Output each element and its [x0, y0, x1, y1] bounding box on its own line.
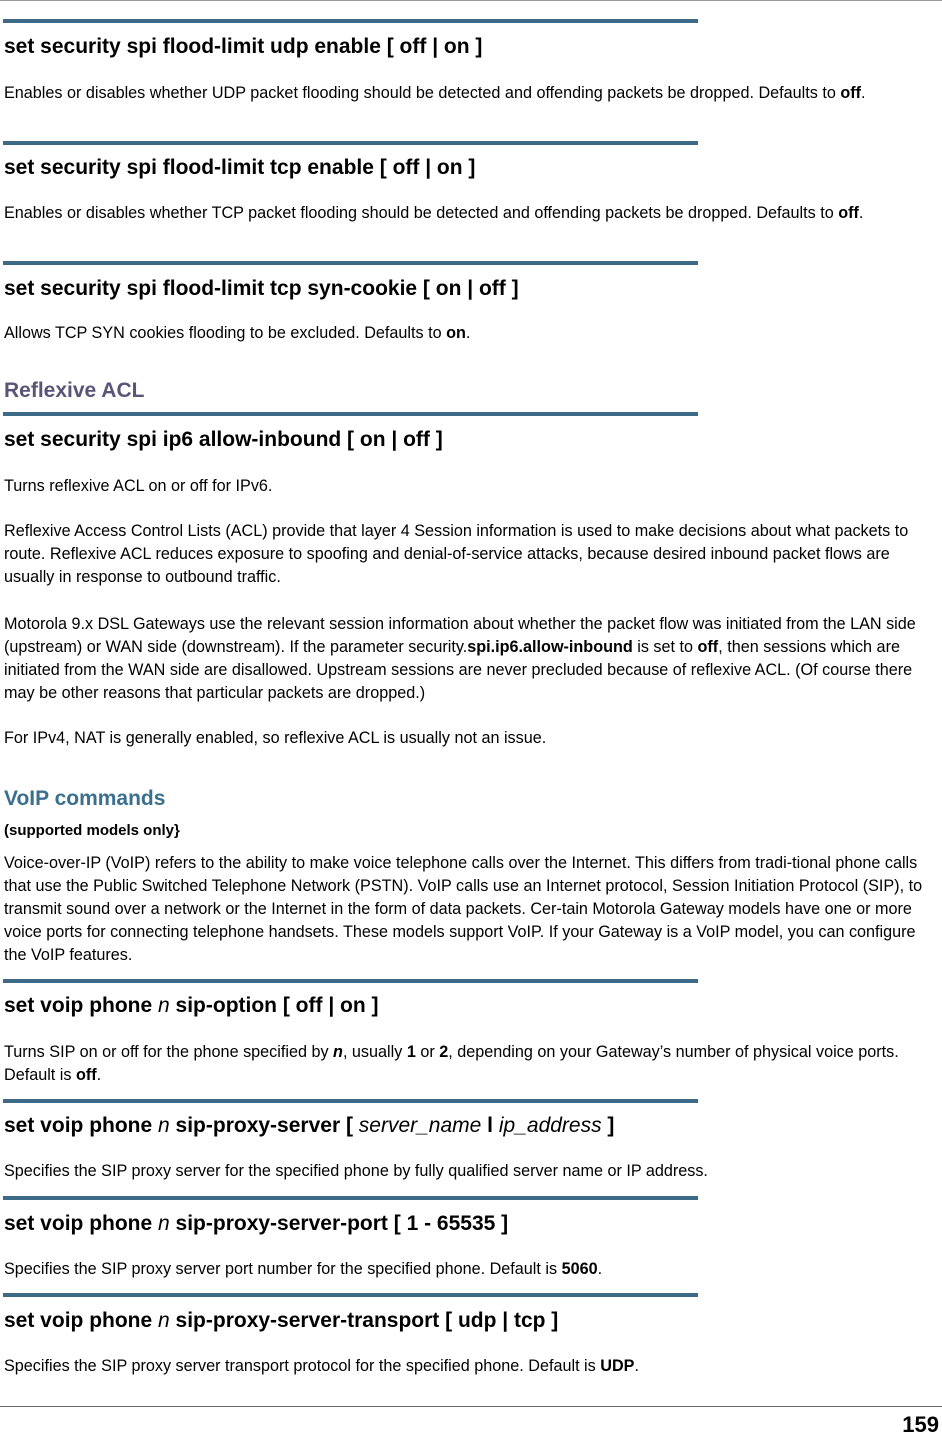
voip-intro-paragraph: Voice-over-IP (VoIP) refers to the ability to make voice telephone calls over the Internet. This differs from tradi-tional phone calls that use the Public Switched Telephone Network (PSTN). VoIP calls use an Internet protocol, Session Initiation Protocol (SIP), to transmit sound over a network or the Internet in the form of data packets. Cer-tain Motorola Gateway models have one or more voice ports for connecting telephone handsets. These models support VoIP. If your Gateway is a VoIP model, you can configure the VoIP features. [4, 854, 923, 964]
section-rule [3, 412, 698, 416]
command-heading-ip6-allow-inbound: set security spi ip6 allow-inbound [ on | off ] [4, 428, 443, 451]
page-number: 159 [902, 1412, 939, 1437]
section-rule [3, 1099, 698, 1103]
command-heading-tcp-enable: set security spi flood-limit tcp enable [ off | on ] [4, 156, 476, 179]
section-title-voip-commands: VoIP commands [4, 787, 166, 810]
section-rule [3, 261, 698, 265]
page-top-border [0, 0, 942, 1]
command-heading-tcp-syn-cookie: set security spi flood-limit tcp syn-cookie [ on | off ] [4, 277, 519, 300]
command-description: Enables or disables whether TCP packet flooding should be detected and offending packets be dropped. Defaults to off. [4, 204, 864, 222]
footer-rule [0, 1406, 942, 1407]
command-heading-sip-proxy-server-port: set voip phone n sip-proxy-server-port [ 1 - 65535 ] [4, 1212, 509, 1235]
command-description: Specifies the SIP proxy server transport protocol for the specified phone. Default is UDP. [4, 1357, 639, 1375]
section-rule [3, 1293, 698, 1297]
section-rule [3, 1196, 698, 1200]
reflexive-acl-paragraph: Reflexive Access Control Lists (ACL) provide that layer 4 Session information is used to make decisions about what packets to route. Reflexive ACL reduces exposure to spoofing and denial-of-service attacks, because desired inbound packet flows are usually in response to outbound traffic. [4, 522, 909, 586]
command-description: Turns reflexive ACL on or off for IPv6. [4, 477, 273, 495]
supported-models-note: (supported models only} [4, 822, 180, 839]
command-description: Turns SIP on or off for the phone specified by n, usually 1 or 2, depending on your Gateway’s number of physical voice ports. Default is off. [4, 1043, 899, 1084]
ipv4-nat-paragraph: For IPv4, NAT is generally enabled, so reflexive ACL is usually not an issue. [4, 729, 547, 747]
command-heading-sip-proxy-server-transport: set voip phone n sip-proxy-server-transport [ udp | tcp ] [4, 1309, 559, 1332]
section-rule [3, 141, 698, 145]
command-heading-sip-option: set voip phone n sip-option [ off | on ] [4, 994, 379, 1017]
command-description: Specifies the SIP proxy server for the specified phone by fully qualified server name or IP address. [4, 1162, 708, 1180]
gateway-session-paragraph: Motorola 9.x DSL Gateways use the relevant session information about whether the packet flow was initiated from the LAN side (upstream) or WAN side (downstream). If the parameter security.spi.ip6.allow-inbound is set to off, then sessions which are initiated from the WAN side are disallowed. Upstream sessions are never precluded because of reflexive ACL. (Of course there may be other reasons that particular packets are dropped.) [4, 615, 916, 702]
command-description: Allows TCP SYN cookies flooding to be excluded. Defaults to on. [4, 324, 471, 342]
section-rule [3, 979, 698, 983]
section-rule [3, 19, 698, 23]
section-title-reflexive-acl: Reflexive ACL [4, 379, 145, 402]
command-description: Enables or disables whether UDP packet flooding should be detected and offending packets be dropped. Defaults to off. [4, 84, 866, 102]
command-heading-sip-proxy-server: set voip phone n sip-proxy-server [ server_name l ip_address ] [4, 1114, 615, 1137]
command-description: Specifies the SIP proxy server port number for the specified phone. Default is 5060. [4, 1260, 603, 1278]
command-heading-udp-enable: set security spi flood-limit udp enable [ off | on ] [4, 35, 483, 58]
